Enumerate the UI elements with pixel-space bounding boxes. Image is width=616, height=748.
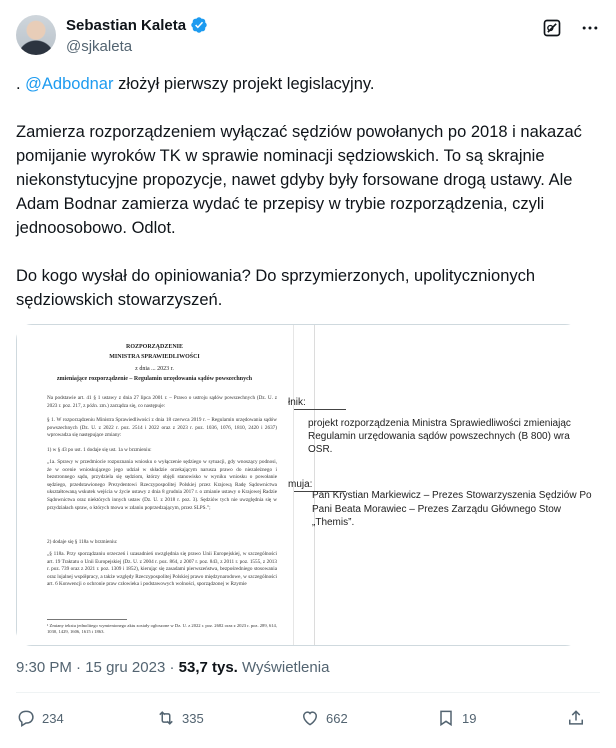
doc-para1: § 1. W rozporządzeniu Ministra Sprawiedliwości z dnia 18 czerwca 2019 r. – Regulamin urzędowania sądów powszechnych (Dz. U. z 2022 r. poz. 2514 i 2022 oraz z 2023 r. poz. 1036, 1076, 1810, 2420 i 2637) wprowadza się następujące zmiany: — [47, 417, 277, 439]
tweet-time[interactable]: 9:30 PM — [16, 659, 72, 676]
name-row — [66, 16, 208, 34]
document-image-right[interactable] — [288, 325, 592, 645]
doc-recipient-line-3: „Themis”. — [312, 517, 355, 528]
mention-link[interactable]: @Adbodnar — [25, 75, 114, 93]
like-button[interactable] — [300, 708, 436, 728]
tweet-line-1-suffix: złożył pierwszy projekt legislacyjny. — [113, 75, 375, 93]
actions-divider — [16, 692, 600, 693]
doc-recipient-line-1: Pan Krystian Markiewicz – Prezes Stowarzyszenia Sędziów Po — [312, 490, 592, 501]
doc-label-recipients: muja: — [288, 479, 313, 490]
doc-footnote: ¹ Zmiany tekstu jednolitego wymienionego aktu zostały ogłoszone w Dz. U. z 2022 r. poz. 2682 oraz z 2023 r. poz. 289, 614, 1030, 1429, 1606, 1615 i 1863. — [47, 623, 277, 635]
tweet-paragraph-2: Zamierza rozporządzeniem wyłączać sędziów powołanych po 2018 i nakazać pomijanie wyroków TK w sprawie nominacji sędziowskich. To są skrajnie niekonstytucyjne propozycje, nawet gdyby były forsowane drogą ustawy. Ale Adam Bodnar zamierza wydać te przepisy w trybie rozporządzenia, czyli jednoosobowo. Odlot. — [16, 123, 582, 237]
doc-label-underline — [294, 409, 346, 410]
tweet-paragraph-3: Do kogo wysłał do opiniowania? Do sprzymierzonych, upolitycznionych sędziowskich stowarzyszeń. — [16, 267, 536, 309]
tweet-text — [16, 72, 586, 336]
tweet-header — [16, 10, 600, 62]
doc-ministry: MINISTRA SPRAWIEDLIWOŚCI — [109, 354, 200, 360]
doc-attachment-line-2: Regulamin urzędowania sądów powszechnych (B 800) wra — [308, 431, 570, 442]
repost-icon — [156, 708, 176, 728]
avatar[interactable] — [16, 15, 56, 55]
doc-date: z dnia ... 2023 r. — [135, 366, 174, 372]
tweet-date[interactable]: 15 gru 2023 — [85, 659, 166, 676]
bookmark-icon — [436, 708, 456, 728]
document-image-left[interactable] — [17, 325, 292, 645]
doc-attachment-line-3: OSR. — [308, 444, 333, 455]
doc-item2: 2) dodaje się § 118a w brzmieniu: — [47, 539, 118, 545]
views-count[interactable]: 53,7 tys. — [178, 659, 238, 676]
author-block — [66, 16, 208, 55]
doc-recipient-line-2: Pani Beata Morawiec – Prezes Zarządu Głównego Stow — [312, 504, 562, 515]
repost-button[interactable] — [156, 708, 300, 728]
doc-attachment-line-1: projekt rozporządzenia Ministra Sprawiedliwości zmieniając — [308, 418, 571, 429]
tweet-line-1 — [16, 72, 586, 96]
more-icon[interactable] — [580, 18, 600, 38]
doc-label-attachment: łnik: — [288, 397, 306, 408]
meta-separator-2: · — [165, 659, 179, 676]
action-bar — [16, 706, 586, 730]
author-handle[interactable]: @sjkaleta — [66, 38, 133, 55]
doc-item1: 1) w § 43 po ust. 1 dodaje się ust. 1a w brzmieniu: — [47, 447, 152, 453]
doc-intro: Na podstawie art. 41 § 1 ustawy z dnia 27 lipca 2001 r. – Prawo o ustroju sądów powszechnych (Dz. U. z 2023 r. poz. 217, z późn. zm.) zarządza się, co następuje: — [47, 395, 277, 409]
media-attachment[interactable] — [16, 324, 592, 646]
doc-quote1: „1a. Sprawy w przedmiocie rozpoznania wniosku o wyłączenie sędziego w sytuacji, gdy wnoszący podnosi, że w ocenie wnioskującego jego udział w składzie orzekającym narusza prawo do niezależnego i bezstronnego sądu, przydziela się sędziom, którzy objęli stanowisko w wyniku wniosku o powołanie sędziego, przedstawionego Prezydentowi Rzeczypospolitej Polskiej przez Krajową Radę Sądownictwa ukształtowaną wskutek wejścia w życie ustawy z dnia 8 grudnia 2017 r. o zmianie ustawy o Krajowej Radzie Sądownictwa oraz niektórych innych ustaw (Dz. U. z 2018 r. poz. 3). Sędziów tych nie uwzględnia się w przydziałach spraw, o których mowa w zdaniu poprzedzającym, przez SLPS.”; — [47, 459, 277, 511]
doc-quote2: „§ 118a. Przy sporządzaniu orzeczeń i uzasadnień uwzględnia się prawo Unii Europejskiej, w szczególności art. 19 Traktatu o Unii Europejskiej (Dz. U. z 2004 r. poz. 864, z 2007 r. poz. 843, z 2011 r. poz. 1555, z 2013 r. poz. 739 oraz z 2021 r. poz. 1309 i 1852), kierując się zasadami pierwszeństwa, bezpośredniego stosowania oraz lojalnej współpracy, a także względy Rzeczypospolitej Polskiej prawo międzynarodowe, w szczególności art. 6 Konwencji o ochronie praw człowieka i podstawowych wolności, sporządzonej w Rzymie — [47, 551, 277, 588]
doc-subject: zmieniające rozporządzenie – Regulamin urzędowania sądów powszechnych — [56, 376, 253, 382]
repost-count: 335 — [182, 710, 204, 726]
bookmark-button[interactable] — [436, 708, 566, 728]
views-label: Wyświetlenia — [237, 659, 330, 676]
bookmark-count: 19 — [462, 710, 477, 726]
header-actions — [542, 18, 600, 38]
tweet-prefix: . — [16, 75, 26, 93]
reply-icon — [16, 708, 36, 728]
meta-separator: · — [71, 659, 86, 676]
verified-icon — [190, 16, 208, 34]
like-count: 662 — [326, 710, 348, 726]
tweet-meta — [16, 659, 329, 676]
doc-heading: ROZPORZĄDZENIE — [125, 344, 183, 350]
reply-button[interactable] — [16, 708, 156, 728]
like-icon — [300, 708, 320, 728]
author-name[interactable]: Sebastian Kaleta — [66, 16, 187, 34]
share-icon — [566, 708, 586, 728]
doc-footnote-rule — [47, 619, 127, 620]
share-button[interactable] — [566, 708, 586, 728]
reply-count: 234 — [42, 710, 64, 726]
grok-icon[interactable] — [542, 18, 562, 38]
